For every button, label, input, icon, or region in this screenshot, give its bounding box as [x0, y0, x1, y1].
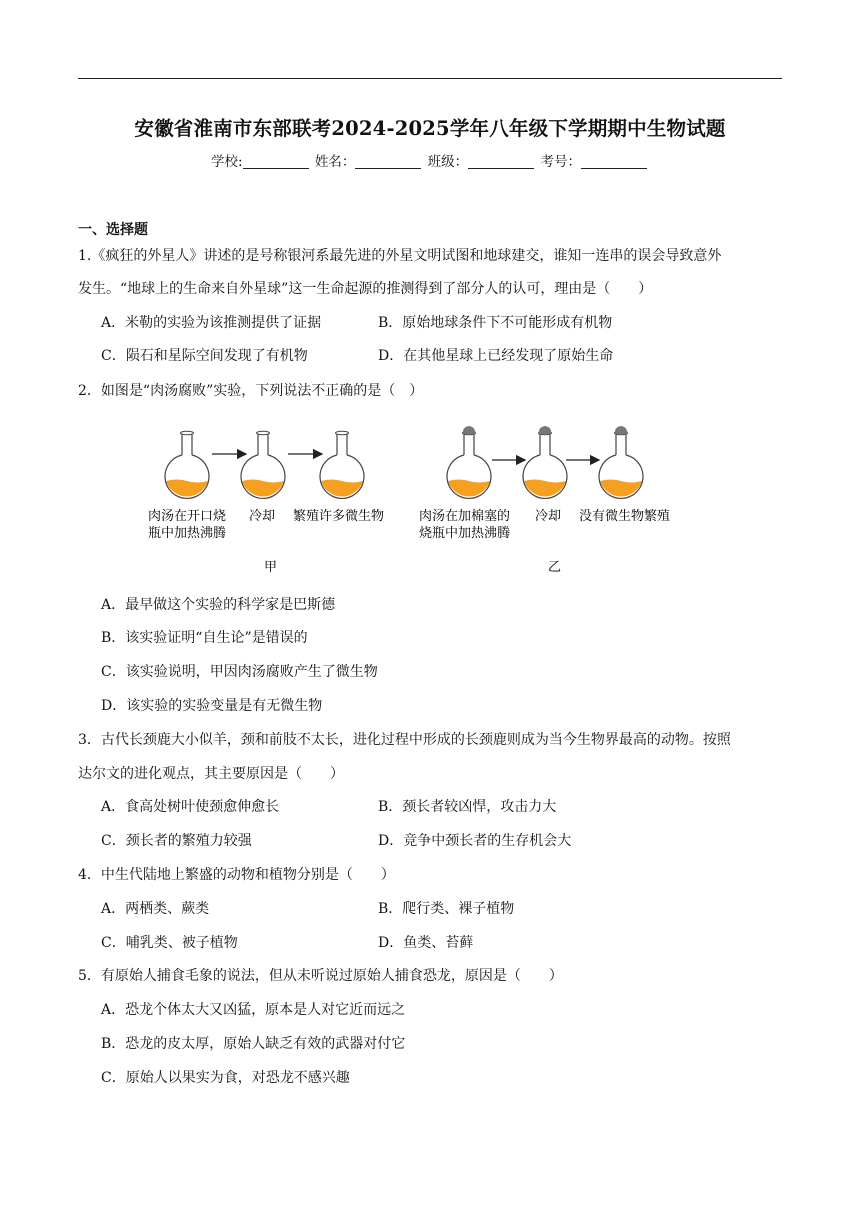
jia-label: 甲	[264, 560, 278, 575]
class-label: 班级：	[427, 154, 469, 170]
yi-flask-2-broth	[524, 480, 566, 497]
question-4-option-d[interactable]: D．鱼类、苔藓	[378, 935, 474, 951]
question-4-line-1: 4．中生代陆地上繁盛的动物和植物分别是（ ）	[78, 867, 395, 883]
section-heading: 一、选择题	[78, 222, 148, 238]
exam-number-label: 考号：	[540, 154, 581, 170]
question-2-option-d[interactable]: D．该实验的实验变量是有无微生物	[101, 698, 323, 714]
question-4-option-a[interactable]: A．两栖类、蕨类	[101, 901, 210, 917]
question-5-line-1: 5．有原始人捕食毛象的说法，但从未听说过原始人捕食恐龙，原因是（ ）	[78, 968, 563, 984]
yi-flask-3	[599, 426, 643, 498]
question-1-option-b[interactable]: B．原始地球条件下不可能形成有机物	[378, 315, 613, 331]
student-info-line	[0, 150, 860, 170]
name-label: 姓名：	[314, 154, 356, 170]
yi-flask-3-cotton-plug	[615, 426, 627, 434]
broth-experiment-diagram	[140, 425, 700, 585]
yi-flask-1	[447, 426, 491, 498]
jia-flask-1	[165, 431, 209, 498]
question-1-option-d[interactable]: D．在其他星球上已经发现了原始生命	[378, 348, 614, 364]
question-2-option-a[interactable]: A．最早做这个实验的科学家是巴斯德	[101, 597, 336, 613]
question-2-line-1: 2．如图是“肉汤腐败”实验，下列说法不正确的是（ ）	[78, 383, 424, 399]
broth-experiment-figure	[140, 425, 700, 585]
yi-step2-label: 冷却	[535, 509, 562, 524]
class-blank[interactable]	[468, 154, 534, 169]
yi-label: 乙	[548, 560, 562, 575]
yi-flask-2-cotton-plug	[539, 426, 551, 434]
jia-step3-label: 繁殖许多微生物	[293, 509, 385, 524]
question-1-option-a[interactable]: A．米勒的实验为该推测提供了证据	[101, 315, 322, 331]
exam-number-blank[interactable]	[581, 154, 647, 169]
question-3-option-a[interactable]: A．食高处树叶使颈愈伸愈长	[101, 799, 280, 815]
question-1-line-2: 发生。“地球上的生命来自外星球”这一生命起源的推测得到了部分人的认可，理由是（ ）	[78, 281, 653, 297]
jia-flask-2	[241, 431, 285, 498]
question-3-option-b[interactable]: B．颈长者较凶悍，攻击力大	[378, 799, 557, 815]
jia-step2-label: 冷却	[249, 509, 276, 524]
yi-flask-2	[523, 426, 567, 498]
question-4-option-c[interactable]: C．哺乳类、被子植物	[101, 935, 238, 951]
question-1-line-1: 1.《疯狂的外星人》讲述的是号称银河系最先进的外星文明试图和地球建交，谁知一连串的误会导致意外	[78, 248, 722, 264]
yi-step1-line1: 肉汤在加棉塞的	[419, 509, 511, 524]
jia-step1-line1: 肉汤在开口烧	[148, 509, 227, 524]
question-3-line-1: 3．古代长颈鹿大小似羊，颈和前肢不太长，进化过程中形成的长颈鹿则成为当今生物界最高的动物。按照	[78, 732, 731, 748]
jia-step1-line2: 瓶中加热沸腾	[148, 526, 227, 541]
jia-flask-1-broth	[166, 480, 208, 497]
question-5-option-a[interactable]: A．恐龙个体太大又凶猛，原本是人对它近而远之	[101, 1002, 406, 1018]
yi-step3-label: 没有微生物繁殖	[579, 509, 671, 524]
question-3-option-c[interactable]: C．颈长者的繁殖力较强	[101, 833, 252, 849]
question-4-option-b[interactable]: B．爬行类、裸子植物	[378, 901, 515, 917]
question-3-option-d[interactable]: D．竞争中颈长者的生存机会大	[378, 833, 572, 849]
jia-flask-2-broth	[242, 480, 284, 497]
question-2-option-b[interactable]: B．该实验证明“自生论”是错误的	[101, 630, 308, 646]
question-2-option-c[interactable]: C．该实验说明，甲因肉汤腐败产生了微生物	[101, 664, 378, 680]
name-blank[interactable]	[355, 154, 421, 169]
header-rule	[78, 78, 782, 79]
yi-step1-line2: 烧瓶中加热沸腾	[419, 526, 511, 541]
yi-flask-3-broth	[600, 480, 642, 497]
yi-flask-1-broth	[448, 480, 490, 497]
jia-flask-3	[320, 431, 364, 498]
question-1-option-c[interactable]: C．陨石和星际空间发现了有机物	[101, 348, 308, 364]
yi-flask-1-cotton-plug	[463, 426, 475, 434]
school-label: 学校:	[211, 154, 243, 170]
exam-title: 安徽省淮南市东部联考2024-2025学年八年级下学期期中生物试题	[134, 117, 726, 140]
school-blank[interactable]	[243, 154, 309, 169]
question-5-option-b[interactable]: B．恐龙的皮太厚，原始人缺乏有效的武器对付它	[101, 1036, 406, 1052]
question-3-line-2: 达尔文的进化观点，其主要原因是（ ）	[78, 766, 344, 782]
jia-flask-3-broth	[321, 480, 363, 497]
question-5-option-c[interactable]: C．原始人以果实为食，对恐龙不感兴趣	[101, 1070, 350, 1086]
